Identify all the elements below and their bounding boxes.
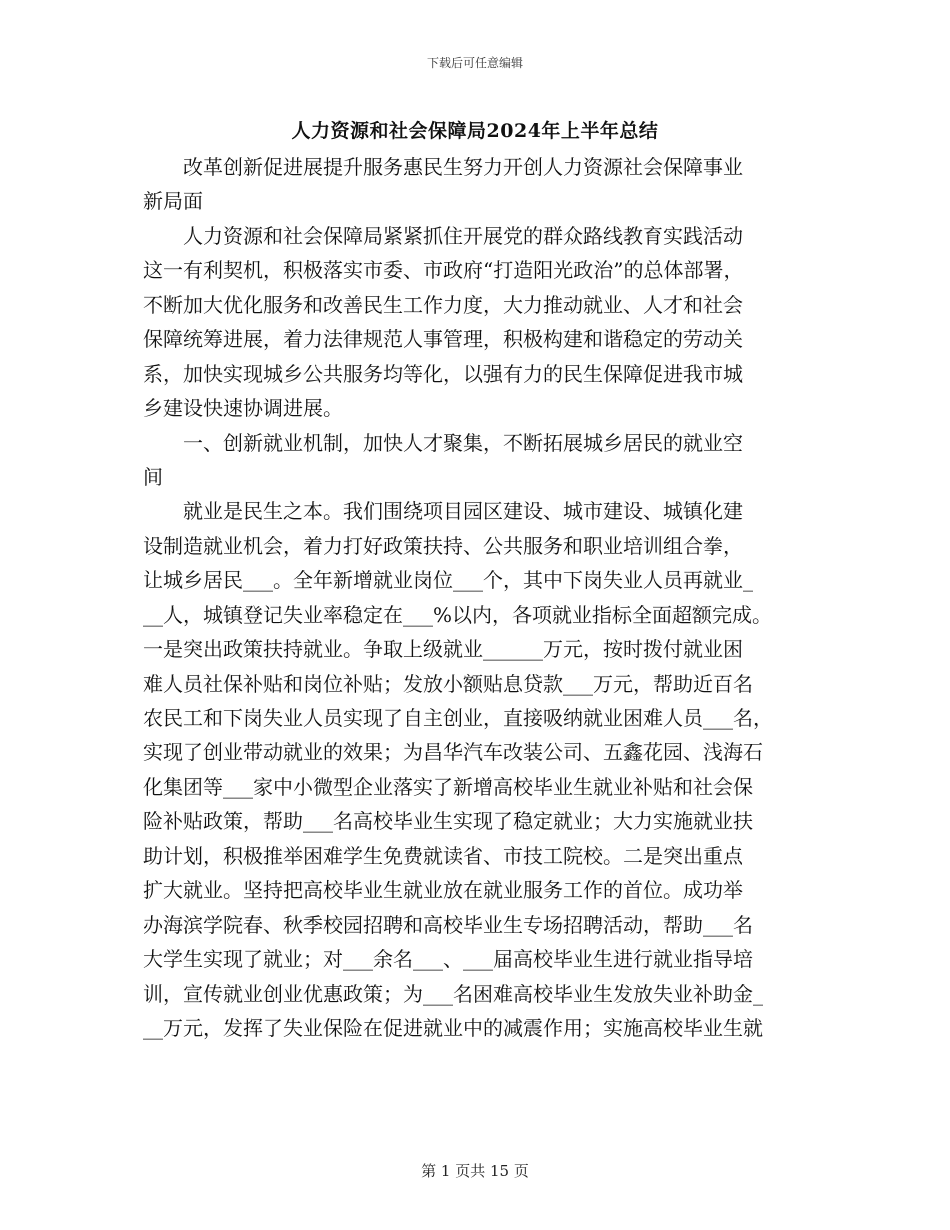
body-line: 训，宣传就业创业优惠政策；为___名困难高校毕业生发放失业补助金_ xyxy=(143,981,763,1006)
body-line: 一、创新就业机制，加快人才聚集，不断拓展城乡居民的就业空 xyxy=(183,430,743,455)
body-line: 间 xyxy=(143,464,163,489)
body-line: 改革创新促进展提升服务惠民生努力开创人力资源社会保障事业 xyxy=(183,155,743,179)
body-line: 不断加大优化服务和改善民生工作力度，大力推动就业、人才和社会 xyxy=(143,292,743,317)
page-footer: 第 1 页共 15 页 xyxy=(421,1162,529,1180)
body-line: 设制造就业机会，着力打好政策扶持、公共服务和职业培训组合拳， xyxy=(143,533,743,558)
body-line: 大学生实现了就业；对___余名___、___届高校毕业生进行就业指导培 xyxy=(143,947,753,972)
body-line: 保障统筹进展，着力法律规范人事管理，积极构建和谐稳定的劳动关 xyxy=(143,327,743,352)
body-line: 让城乡居民___。全年新增就业岗位___个，其中下岗失业人员再就业_ xyxy=(143,568,753,593)
body-line: 扩大就业。坚持把高校毕业生就业放在就业服务工作的首位。成功举 xyxy=(143,878,743,903)
body-line: 办海滨学院春、秋季校园招聘和高校毕业生专场招聘活动，帮助___名 xyxy=(143,912,753,937)
body-line: 这一有利契机，积极落实市委、市政府“打造阳光政治”的总体部署， xyxy=(143,258,744,283)
header-note: 下载后可任意编辑 xyxy=(426,56,523,70)
body-line: 就业是民生之本。我们围绕项目园区建设、城市建设、城镇化建 xyxy=(183,499,743,524)
body-line: 乡建设快速协调进展。 xyxy=(143,396,343,421)
body-line: 助计划，积极推举困难学生免费就读省、市技工院校。二是突出重点 xyxy=(143,843,743,868)
body-line: __人，城镇登记失业率稳定在___%以内，各项就业指标全面超额完成。 xyxy=(143,602,773,627)
body-line: __万元，发挥了失业保险在促进就业中的减震作用；实施高校毕业生就 xyxy=(143,1015,763,1040)
body-line: 实现了创业带动就业的效果；为昌华汽车改装公司、五鑫花园、浅海石 xyxy=(143,740,763,765)
body-line: 人力资源和社会保障局紧紧抓住开展党的群众路线教育实践活动 xyxy=(183,223,743,248)
body-line: 新局面 xyxy=(143,189,203,214)
body-line: 化集团等___家中小微型企业落实了新增高校毕业生就业补贴和社会保 xyxy=(143,774,753,799)
body-line: 险补贴政策，帮助___名高校毕业生实现了稳定就业；大力实施就业扶 xyxy=(143,809,753,834)
document-title: 人力资源和社会保障局2024年上半年总结 xyxy=(291,120,659,142)
body-line: 难人员社保补贴和岗位补贴；发放小额贴息贷款___万元，帮助近百名 xyxy=(143,671,753,696)
body-line: 系，加快实现城乡公共服务均等化，以强有力的民生保障促进我市城 xyxy=(143,361,743,386)
body-line: 一是突出政策扶持就业。争取上级就业______万元，按时拨付就业困 xyxy=(143,637,743,662)
body-line: 农民工和下岗失业人员实现了自主创业，直接吸纳就业困难人员___名， xyxy=(143,706,773,730)
document-body xyxy=(143,150,811,1045)
